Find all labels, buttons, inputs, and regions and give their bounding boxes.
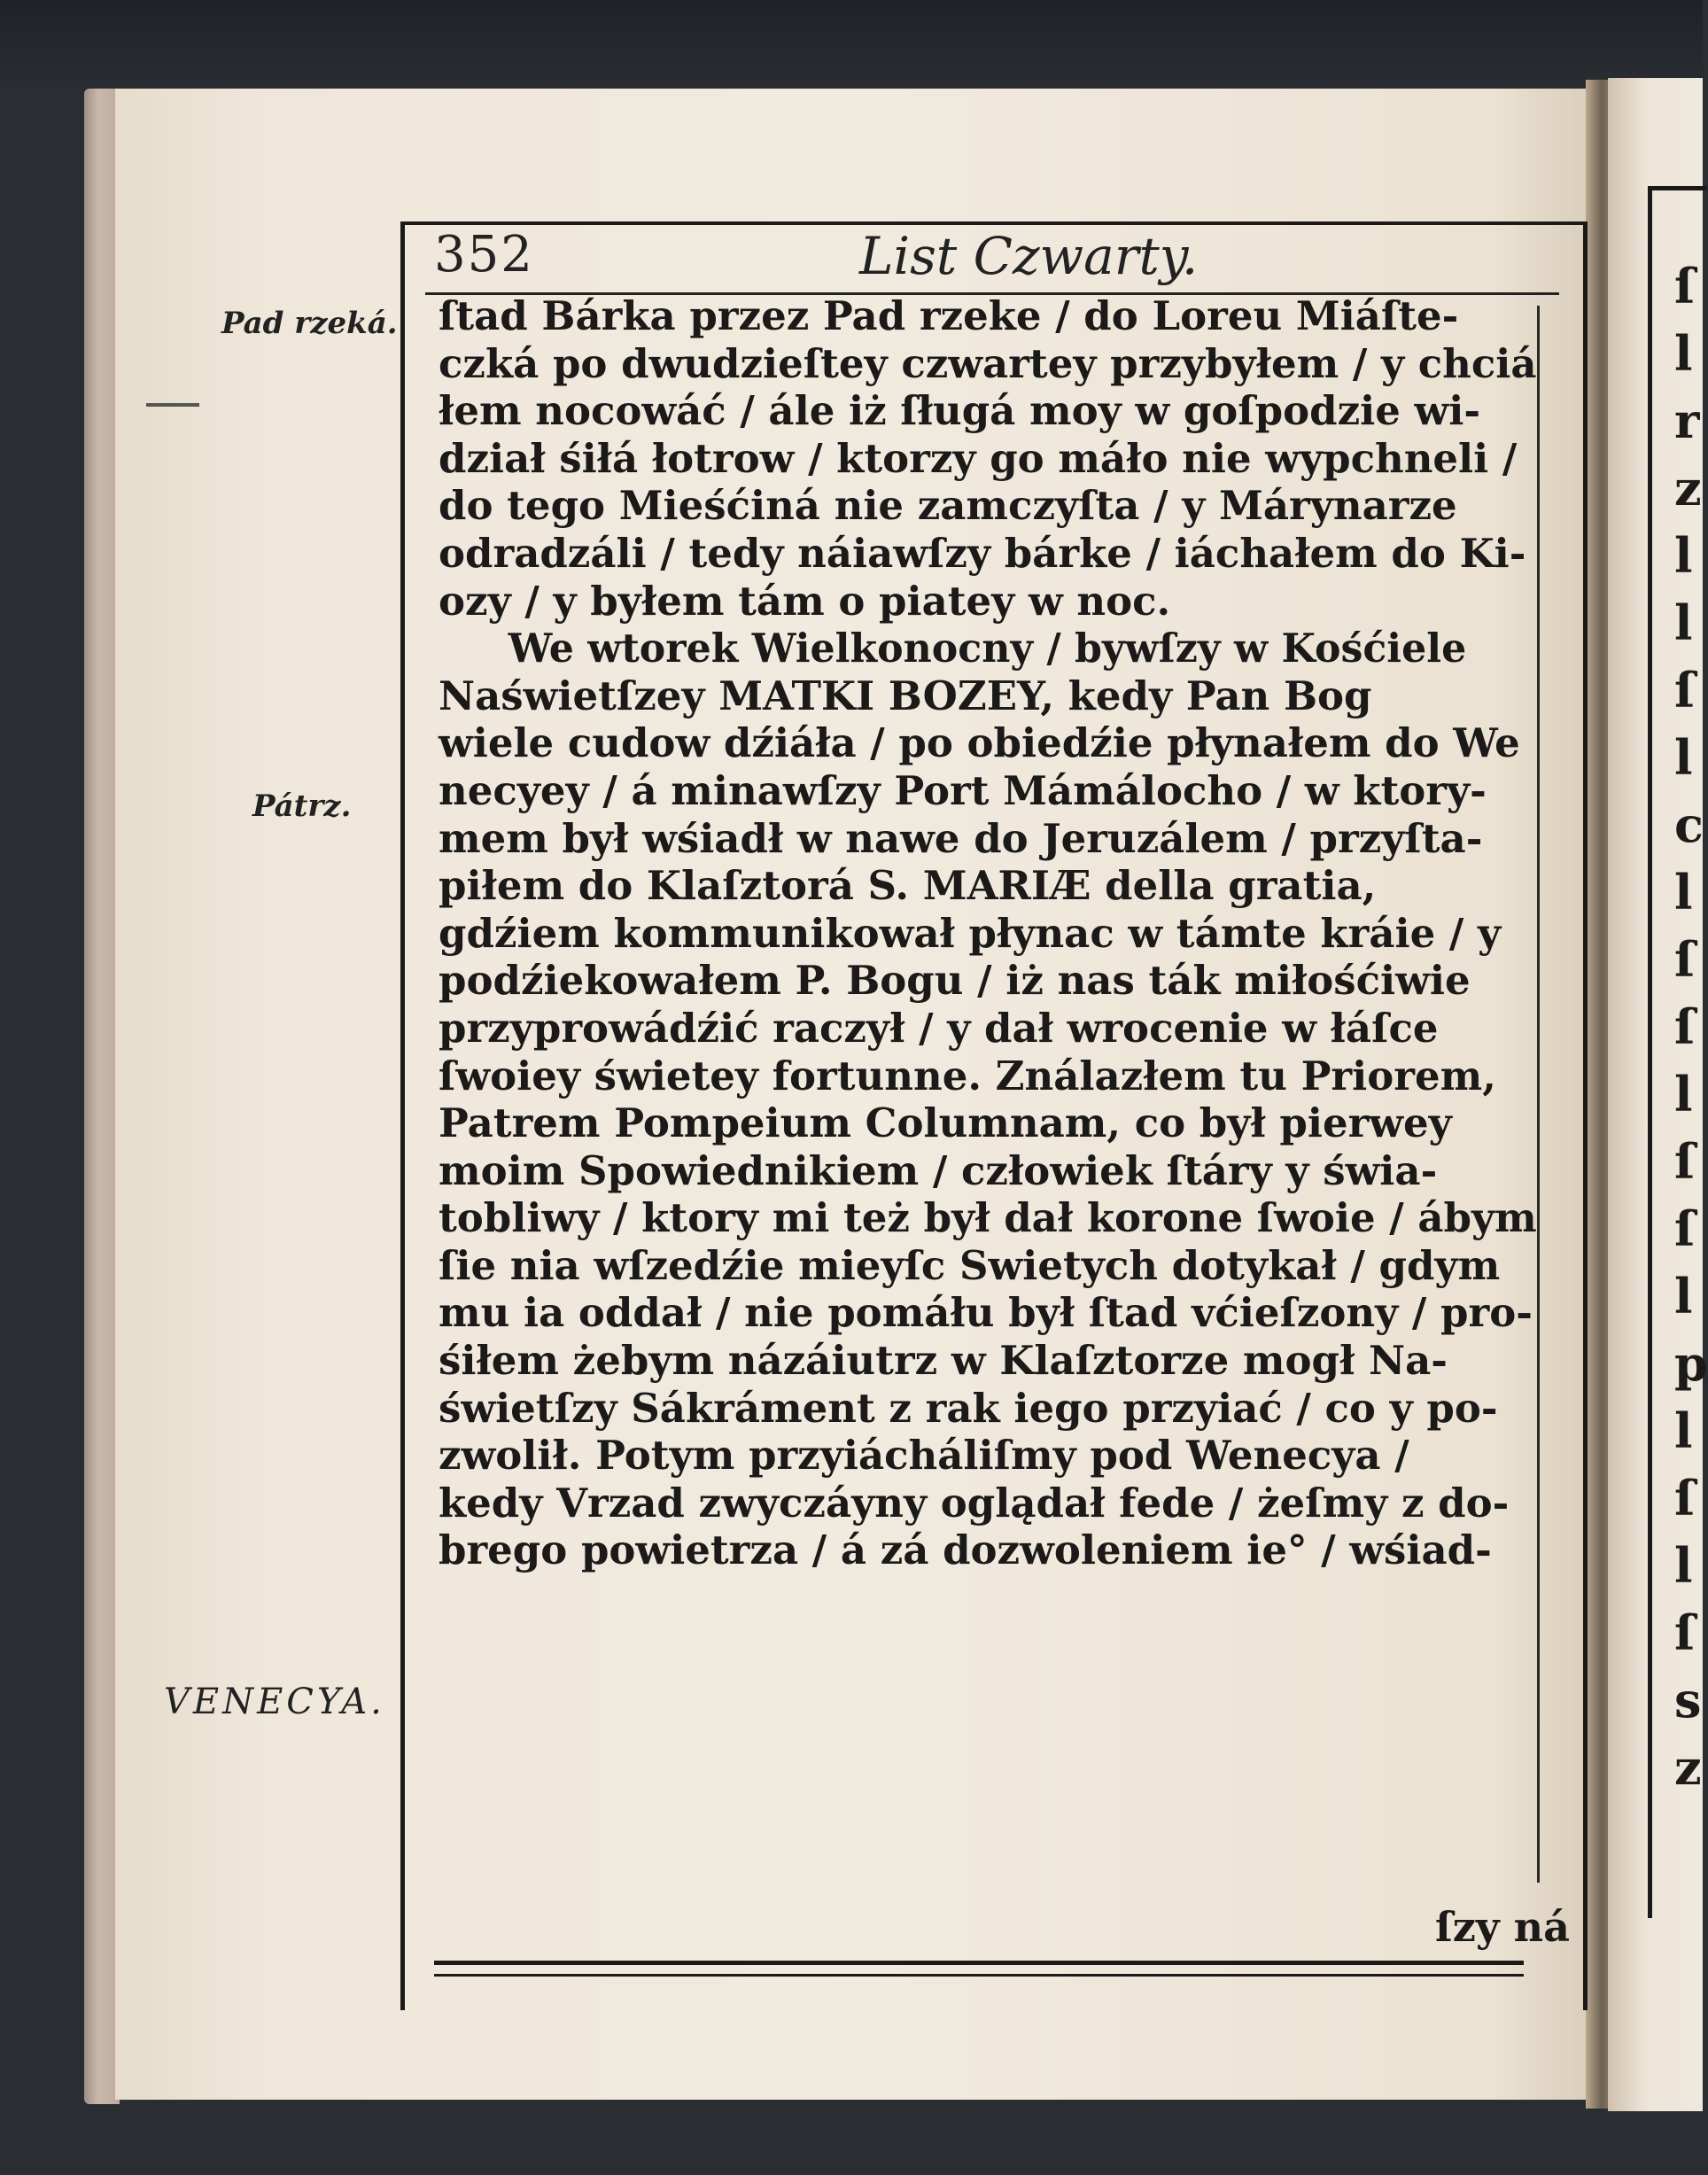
edge-glyph: l	[1674, 1066, 1693, 1122]
edge-glyph: l	[1674, 864, 1693, 920]
text-line: śiłem żebym názáiutrz w Klaſztorze mogł Na-	[439, 1337, 1448, 1385]
page-number: 352	[434, 226, 534, 284]
text-line: gdźiem kommunikował płynac w támte kráie / y	[439, 909, 1502, 957]
edge-glyph: ſ	[1674, 662, 1696, 719]
edge-glyph: z	[1674, 460, 1702, 517]
text-line: ſie nia wſzedźie mieyſc Swietych dotykał / gdym	[439, 1241, 1501, 1289]
text-line: ſwoiey świetey fortunne. Ználazłem tu Priorem,	[439, 1052, 1496, 1099]
text-line: brego powietrza / á zá dozwoleniem ie° / wśiad-	[439, 1526, 1492, 1574]
text-line: necyey / á minawſzy Port Mámálocho / w ktory-	[439, 766, 1487, 814]
running-title: List Czwarty.	[859, 226, 1199, 286]
edge-glyph: l	[1674, 1537, 1693, 1594]
text-line: przyprowádźić raczył / y dał wrocenie w łáſce	[439, 1004, 1439, 1052]
edge-glyph: s	[1674, 1672, 1702, 1728]
edge-glyph: l	[1674, 729, 1693, 786]
marginal-note-pad: Pad rzeká.	[221, 306, 398, 341]
footer-rule	[434, 1961, 1524, 1965]
footer-rule-thin	[434, 1974, 1524, 1977]
text-line: Patrem Pompeium Columnam, co był pierwey	[439, 1099, 1452, 1147]
text-line: Naświetſzey MATKI BOZEY, kedy Pan Bog	[439, 672, 1372, 719]
text-line: łem nocowáć / ále iż ſługá moy w goſpodzie wi-	[439, 387, 1481, 435]
text-line: mu ia oddał / nie pomáłu był ſtad vćieſzony / pro-	[439, 1289, 1533, 1337]
marginal-note-venecya: VENECYA.	[164, 1682, 385, 1722]
text-line: piłem do Klaſztorá S. MARIÆ della gratia,	[439, 862, 1377, 910]
text-line: do tego Mieśćiná nie zamczyſta / y Márynarze	[439, 482, 1457, 530]
text-line: dział śiłá łotrow / ktorzy go máło nie wypchneli /	[439, 434, 1518, 482]
edge-glyph: ſ	[1674, 1604, 1696, 1661]
text-line: podźiekowałem P. Bogu / iż nas ták miłośćiwie	[439, 957, 1471, 1005]
catchword: ſzy ná	[1435, 1903, 1570, 1951]
text-line: mem był wśiadł w nawe do Jeruzálem / przyſta-	[439, 814, 1483, 862]
body-text	[439, 292, 1537, 1574]
edge-glyph: l	[1674, 1402, 1693, 1459]
edge-glyph: ſ	[1674, 1470, 1696, 1526]
text-line: wiele cudow dźiáła / po obiedźie płynałem do We	[439, 719, 1520, 767]
edge-glyph: ſ	[1674, 998, 1696, 1055]
edge-glyph: ſ	[1674, 1133, 1696, 1190]
text-line: kedy Vrzad zwyczáyny oglądał fede / żeſmy z do-	[439, 1479, 1510, 1526]
edge-glyph: p	[1674, 1335, 1708, 1392]
text-line: tobliwy / ktory mi też był dał korone ſwoie / ábym	[439, 1194, 1537, 1242]
margin-mark	[146, 403, 199, 407]
edge-glyph: l	[1674, 594, 1693, 651]
scan-background	[0, 0, 1703, 97]
text-line: ozy / y byłem tám o piatey w noc.	[439, 577, 1171, 625]
text-line: ſtad Bárka przez Pad rzeke / do Loreu Miáſte-	[439, 292, 1459, 339]
edge-glyph: r	[1674, 392, 1700, 449]
edge-glyph: ſ	[1674, 931, 1696, 988]
edge-glyph: c	[1674, 796, 1704, 853]
marginal-note-patrz: Pátrz.	[252, 788, 352, 824]
text-line: odradzáli / tedy náiawſzy bárke / iáchałem do Ki-	[439, 529, 1526, 577]
text-line: We wtorek Wielkonocny / bywſzy w Kośćiele	[508, 625, 1467, 672]
edge-glyph: ſ	[1674, 1200, 1696, 1257]
edge-glyph: ſ	[1674, 258, 1696, 315]
edge-glyph: l	[1674, 1268, 1693, 1324]
book-edge	[84, 89, 120, 2104]
inner-rule	[1537, 306, 1540, 1883]
right-page-edge-text	[1674, 252, 1708, 1801]
text-line: moim Spowiednikiem / człowiek ſtáry y świa-	[439, 1146, 1438, 1194]
edge-glyph: z	[1674, 1739, 1702, 1796]
text-line: czká po dwudzieſtey czwartey przybyłem / y chciá	[439, 339, 1537, 387]
edge-glyph: l	[1674, 325, 1693, 382]
text-line: świetſzy Sákráment z rak iego przyiać / co y po-	[439, 1384, 1498, 1432]
edge-glyph: l	[1674, 527, 1693, 584]
text-line: zwolił. Potym przyiácháliſmy pod Wenecya /	[439, 1432, 1409, 1480]
